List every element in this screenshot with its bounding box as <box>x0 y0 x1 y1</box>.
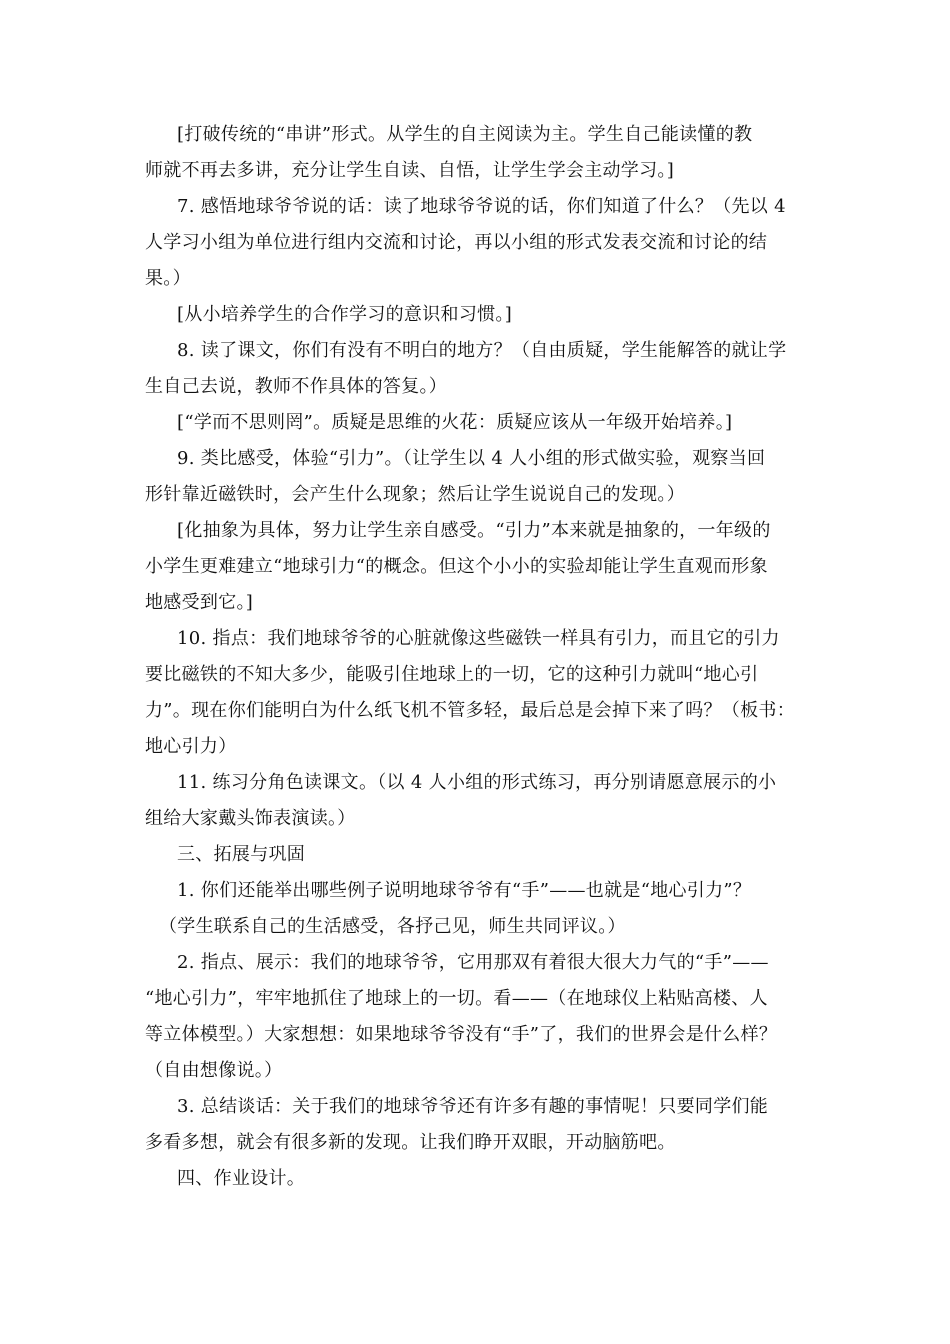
text-line: [“学而不思则罔”。质疑是思维的火花：质疑应该从一年级开始培养。] <box>177 412 733 433</box>
text-line: 三、拓展与巩固 <box>177 844 306 865</box>
text-line: 地心引力） <box>145 736 237 757</box>
section-heading <box>145 1161 835 1197</box>
section-heading <box>145 837 835 873</box>
text-line: [化抽象为具体，努力让学生亲自感受。“引力”本来就是抽象的，一年级的 <box>177 520 771 541</box>
text-line: “地心引力”，牢牢地抓住了地球上的一切。看——（在地球仪上粘贴高楼、人 <box>145 988 768 1009</box>
text-line: 7. 感悟地球爷爷说的话：读了地球爷爷说的话，你们知道了什么？（先以 4 <box>177 196 786 217</box>
text-line: 小学生更难建立“地球引力“的概念。但这个小小的实验却能让学生直观而形象 <box>145 556 768 577</box>
paragraph <box>145 765 835 837</box>
text-line: [打破传统的“串讲”形式。从学生的自主阅读为主。学生自己能读懂的教 <box>177 124 753 145</box>
text-line: 10. 指点：我们地球爷爷的心脏就像这些磁铁一样具有引力，而且它的引力 <box>177 628 780 649</box>
text-line: （自由想像说。） <box>145 1060 283 1081</box>
text-line: 2. 指点、展示：我们的地球爷爷，它用那双有着很大很大力气的“手”—— <box>177 952 769 973</box>
text-line: 果。） <box>145 268 191 289</box>
text-line: 人学习小组为单位进行组内交流和讨论，再以小组的形式发表交流和讨论的结 <box>145 232 768 253</box>
text-line: 等立体模型。）大家想想：如果地球爷爷没有“手”了，我们的世界会是什么样？ <box>145 1024 778 1045</box>
text-line: 1. 你们还能举出哪些例子说明地球爷爷有“手”——也就是“地心引力”？ <box>177 880 752 901</box>
text-line: 组给大家戴头饰表演读。） <box>145 808 356 829</box>
paragraph <box>145 1089 835 1161</box>
text-line: 师就不再去多讲，充分让学生自读、自悟，让学生学会主动学习。] <box>145 160 675 181</box>
paragraph <box>145 945 835 1089</box>
text-line: 3. 总结谈话：关于我们的地球爷爷还有许多有趣的事情呢！只要同学们能 <box>177 1096 769 1117</box>
text-line: [从小培养学生的合作学习的意识和习惯。] <box>177 304 513 325</box>
paragraph <box>145 405 835 441</box>
document-body <box>145 117 835 1197</box>
text-line: 生自己去说，教师不作具体的答复。） <box>145 376 448 397</box>
text-line: 四、作业设计。 <box>177 1168 306 1189</box>
paragraph <box>145 297 835 333</box>
text-line: 9. 类比感受，体验“引力”。（让学生以 4 人小组的形式做实验，观察当回 <box>177 448 766 469</box>
paragraph <box>145 117 835 189</box>
text-line: 形针靠近磁铁时，会产生什么现象；然后让学生说说自己的发现。） <box>145 484 685 505</box>
text-line: （学生联系自己的生活感受，各抒己见，师生共同评议。） <box>159 916 626 937</box>
text-line: 要比磁铁的不知大多少，能吸引住地球上的一切，它的这种引力就叫“地心引 <box>145 664 759 685</box>
text-line: 地感受到它。] <box>145 592 254 613</box>
paragraph <box>145 441 835 513</box>
text-line: 11. 练习分角色读课文。（以 4 人小组的形式练习，再分别请愿意展示的小 <box>177 772 777 793</box>
text-line: 力”。现在你们能明白为什么纸飞机不管多轻，最后总是会掉下来了吗？（板书： <box>145 700 795 721</box>
paragraph <box>145 189 835 297</box>
text-line: 多看多想，就会有很多新的发现。让我们睁开双眼，开动脑筋吧。 <box>145 1132 676 1153</box>
text-line: 8. 读了课文，你们有没有不明白的地方？（自由质疑，学生能解答的就让学 <box>177 340 787 361</box>
paragraph <box>145 333 835 405</box>
paragraph <box>145 513 835 621</box>
paragraph <box>145 621 835 765</box>
paragraph <box>145 873 835 945</box>
